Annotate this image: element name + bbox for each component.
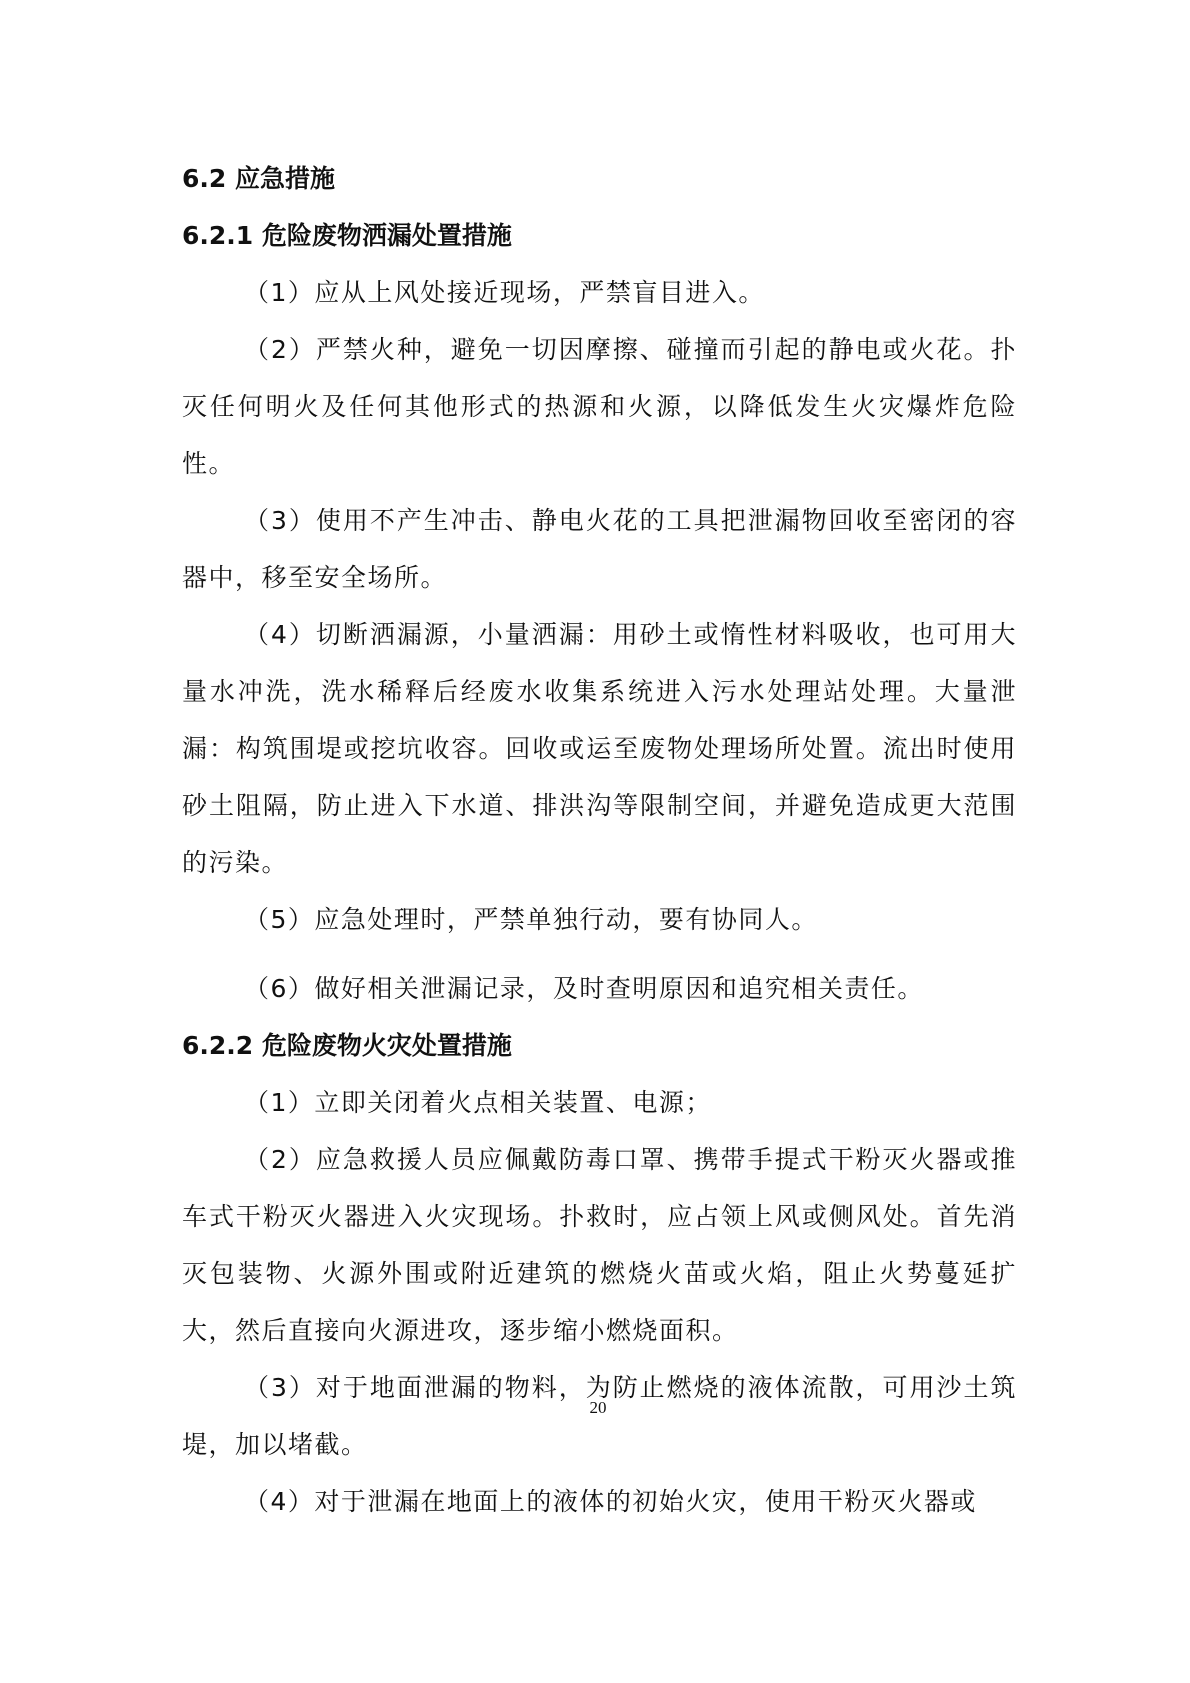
fire-measure-3: （3）对于地面泄漏的物料，为防止燃烧的液体流散，可用沙土筑堤，加以堵截。 [182, 1373, 1017, 1459]
spill-measure-3: （3）使用不产生冲击、静电火花的工具把泄漏物回收至密闭的容器中，移至安全场所。 [182, 506, 1017, 592]
document-body [182, 150, 1017, 1530]
spill-measure-6: （6）做好相关泄漏记录，及时查明原因和追究相关责任。 [244, 974, 924, 1003]
fire-measure-4: （4）对于泄漏在地面上的液体的初始火灾，使用干粉灭火器或 [244, 1487, 977, 1516]
section-6-2-2-heading: 6.2.2 危险废物火灾处置措施 [182, 1031, 512, 1060]
section-6-2-1-heading: 6.2.1 危险废物洒漏处置措施 [182, 221, 512, 250]
spill-measure-2: （2）严禁火种，避免一切因摩擦、碰撞而引起的静电或火花。扑灭任何明火及任何其他形式的热源和火源，以降低发生火灾爆炸危险性。 [182, 335, 1017, 478]
page-number: 20 [589, 1398, 607, 1417]
fire-measure-2: （2）应急救援人员应佩戴防毒口罩、携带手提式干粉灭火器或推车式干粉灭火器进入火灾现场。扑救时，应占领上风或侧风处。首先消灭包装物、火源外围或附近建筑的燃烧火苗或火焰，阻止火势蔓延扩大，然后直接向火源进攻，逐步缩小燃烧面积。 [182, 1145, 1017, 1345]
spill-measure-4: （4）切断洒漏源，小量洒漏：用砂土或惰性材料吸收，也可用大量水冲洗，洗水稀释后经废水收集系统进入污水处理站处理。大量泄漏：构筑围堤或挖坑收容。回收或运至废物处理场所处置。流出时使用砂土阻隔，防止进入下水道、排洪沟等限制空间，并避免造成更大范围的污染。 [182, 620, 1017, 877]
spill-measure-1: （1）应从上风处接近现场，严禁盲目进入。 [244, 278, 765, 307]
fire-measure-1: （1）立即关闭着火点相关装置、电源； [244, 1088, 712, 1117]
section-6-2-heading: 6.2 应急措施 [182, 164, 335, 193]
spill-measure-5: （5）应急处理时，严禁单独行动，要有协同人。 [244, 905, 818, 934]
